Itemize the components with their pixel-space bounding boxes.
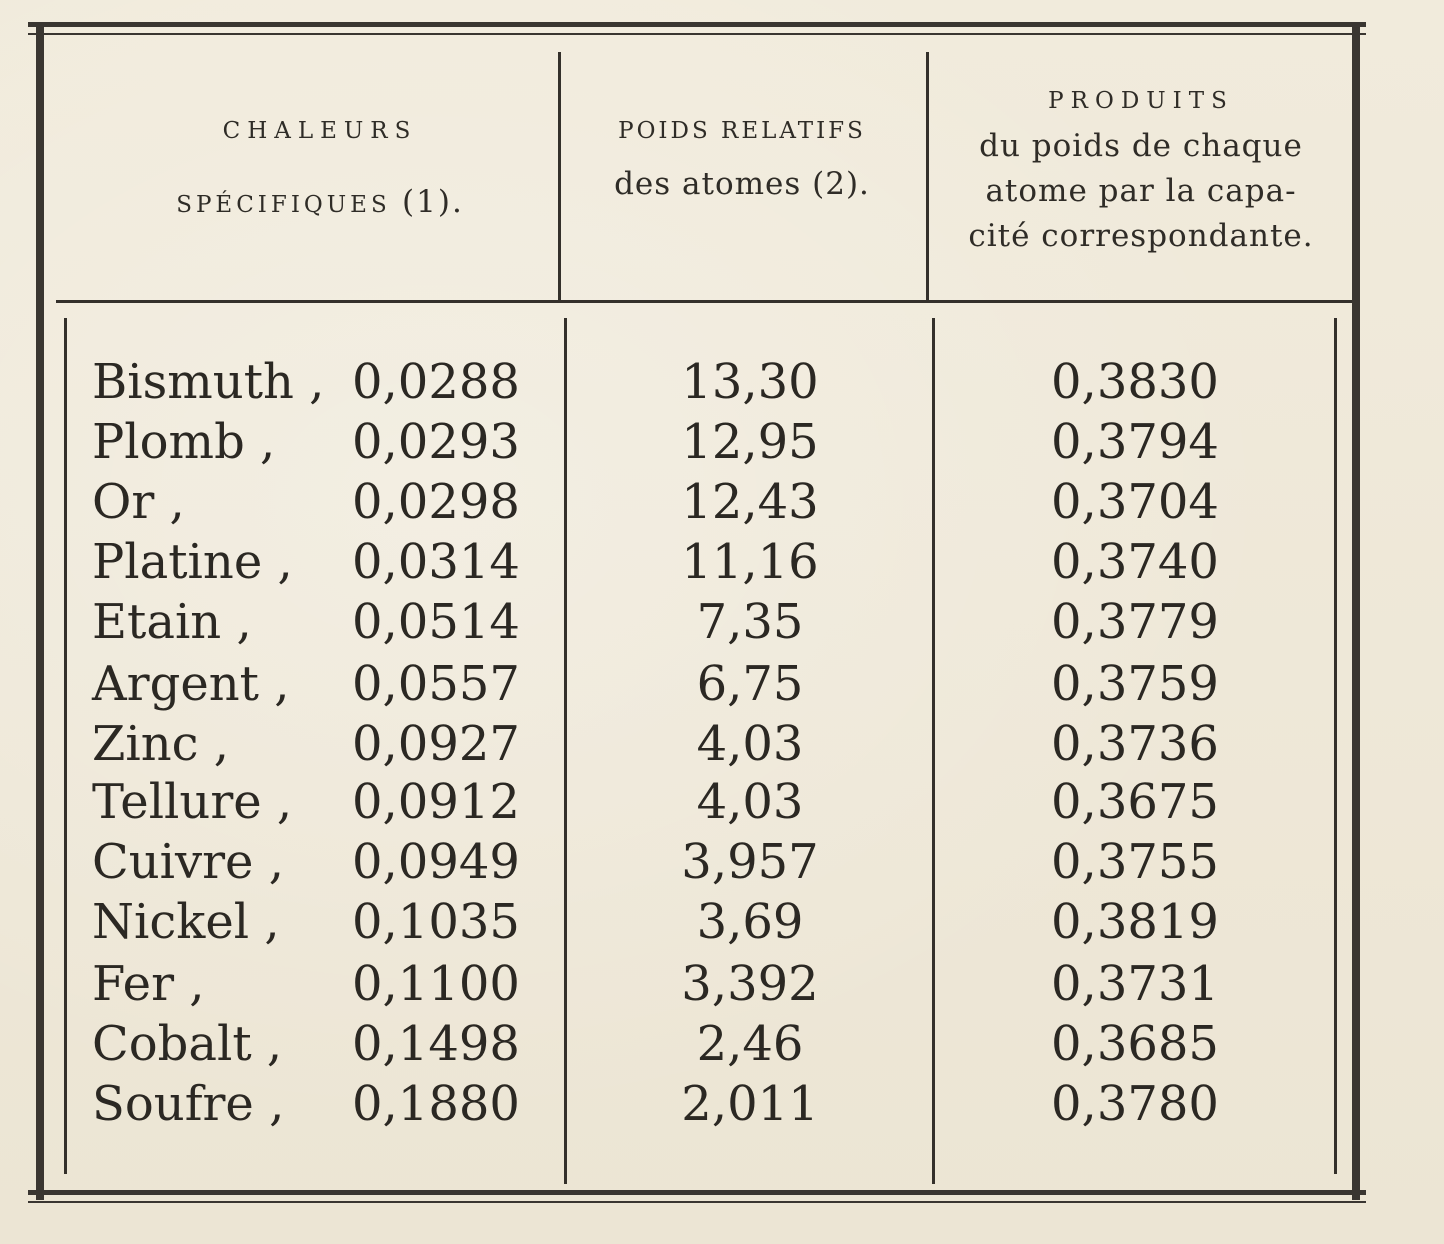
element-name: Cobalt ,	[92, 1016, 283, 1072]
specific-heat-value: 0,0927	[352, 716, 520, 772]
relative-weight-value: 7,35	[696, 594, 804, 650]
header-relative-weights	[568, 118, 916, 202]
header-specific-heats-line2	[90, 184, 550, 220]
product-value: 0,3736	[1051, 716, 1219, 772]
element-name: Tellure ,	[92, 774, 293, 830]
column-divider-1-body	[564, 318, 567, 1184]
table-right-border	[1352, 24, 1360, 1200]
relative-weight-value: 4,03	[696, 716, 804, 772]
table-top-border	[28, 22, 1366, 35]
specific-heat-value: 0,1498	[352, 1016, 520, 1072]
header-products-line4: cité correspondante.	[968, 218, 1314, 254]
header-products-line2: du poids de chaque	[979, 128, 1303, 164]
element-name: Zinc ,	[92, 716, 230, 772]
specific-heat-value: 0,0298	[352, 474, 520, 530]
specific-heat-value: 0,0557	[352, 656, 520, 712]
relative-weight-value: 4,03	[696, 774, 804, 830]
header-products-line1: PRODUITS	[1048, 88, 1234, 114]
product-value: 0,3830	[1051, 354, 1219, 410]
relative-weight-value: 12,95	[681, 414, 819, 470]
column-divider-2-body	[932, 318, 935, 1184]
header-relative-weights-line2: des atomes (2).	[614, 166, 870, 202]
element-name: Nickel ,	[92, 894, 280, 950]
element-name: Cuivre ,	[92, 834, 284, 890]
table-left-border	[36, 24, 44, 1200]
relative-weight-value: 3,392	[681, 956, 819, 1012]
specific-heat-value: 0,0293	[352, 414, 520, 470]
header-specific-heats-line1: CHALEURS	[222, 118, 418, 144]
specific-heat-value: 0,1100	[352, 956, 520, 1012]
element-name: Bismuth ,	[92, 354, 325, 410]
product-value: 0,3755	[1051, 834, 1219, 890]
element-name: Or ,	[92, 474, 185, 530]
header-separator	[56, 300, 1352, 303]
header-products-line3: atome par la capa-	[985, 173, 1297, 209]
product-value: 0,3731	[1051, 956, 1219, 1012]
specific-heat-value: 0,1035	[352, 894, 520, 950]
relative-weight-value: 11,16	[681, 534, 819, 590]
relative-weight-value: 2,011	[681, 1076, 819, 1132]
product-value: 0,3759	[1051, 656, 1219, 712]
element-name: Soufre ,	[92, 1076, 285, 1132]
header-specific-heats-word: SPÉCIFIQUES	[176, 192, 391, 218]
product-value: 0,3685	[1051, 1016, 1219, 1072]
left-inner-border	[64, 318, 67, 1174]
element-name: Etain ,	[92, 594, 252, 650]
product-value: 0,3780	[1051, 1076, 1219, 1132]
table-bottom-border	[28, 1190, 1366, 1203]
product-value: 0,3819	[1051, 894, 1219, 950]
product-value: 0,3704	[1051, 474, 1219, 530]
product-value: 0,3675	[1051, 774, 1219, 830]
header-relative-weights-line1: POIDS RELATIFS	[618, 118, 866, 144]
relative-weight-value: 6,75	[696, 656, 804, 712]
relative-weight-value: 13,30	[681, 354, 819, 410]
specific-heat-value: 0,0514	[352, 594, 520, 650]
specific-heat-value: 0,1880	[352, 1076, 520, 1132]
relative-weight-value: 2,46	[696, 1016, 804, 1072]
specific-heat-value: 0,0288	[352, 354, 520, 410]
right-inner-border	[1334, 318, 1337, 1174]
header-specific-heats	[90, 118, 550, 220]
specific-heat-value: 0,0912	[352, 774, 520, 830]
header-specific-heats-note: (1).	[402, 184, 464, 220]
element-name: Plomb ,	[92, 414, 276, 470]
element-name: Platine ,	[92, 534, 293, 590]
column-divider-2	[926, 52, 929, 302]
relative-weight-value: 3,69	[696, 894, 804, 950]
element-name: Argent ,	[92, 656, 290, 712]
relative-weight-value: 12,43	[681, 474, 819, 530]
relative-weight-value: 3,957	[681, 834, 819, 890]
column-divider-1	[558, 52, 561, 302]
product-value: 0,3779	[1051, 594, 1219, 650]
product-value: 0,3794	[1051, 414, 1219, 470]
specific-heat-value: 0,0314	[352, 534, 520, 590]
element-name: Fer ,	[92, 956, 205, 1012]
specific-heat-value: 0,0949	[352, 834, 520, 890]
product-value: 0,3740	[1051, 534, 1219, 590]
header-products	[936, 88, 1346, 259]
